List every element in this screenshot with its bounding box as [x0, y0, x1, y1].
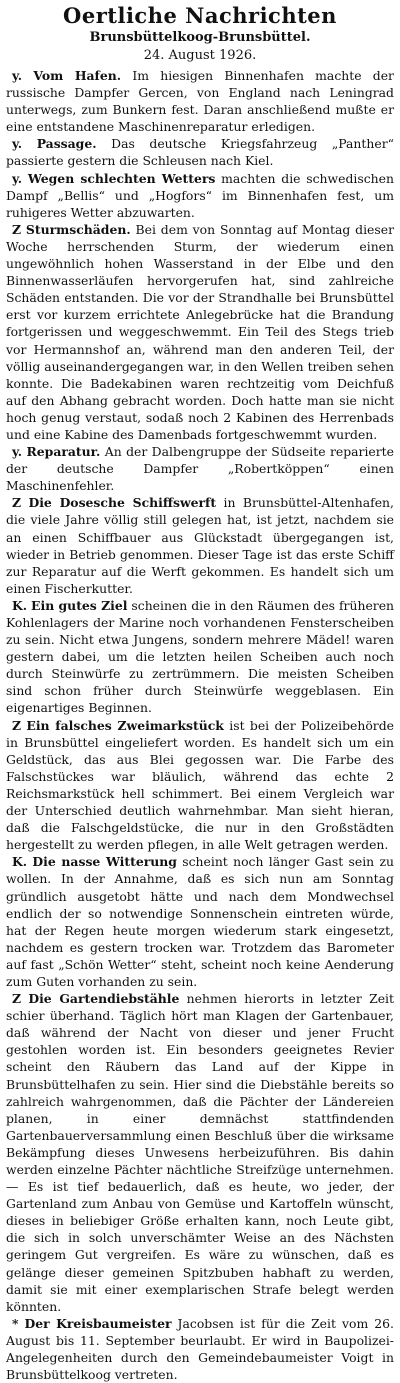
item-headline: Sturmschäden. [25, 221, 131, 237]
column-header [6, 3, 394, 65]
item-marker: K. [12, 854, 28, 870]
item-headline: Vom Hafen. [33, 68, 122, 83]
item-headline: Die nasse Witterung [32, 854, 177, 870]
item-text: nehmen hierorts in letzter Zeit schier überhand. Täglich hört man Klagen der Gartenbauer, daß während der Nacht von dieser und jener Frucht gestohlen worden ist. Ein besonders geeignetes Revier scheint den Räubern das Land auf der Kippe in Brunsbüttelhafen zu sein. Hier sind die Diebstähle bereits so zahlreich wahrgenommen, daß die Pächter der Ländereien planen, in einer demnächst stattfindenden Gartenbauerversammlung einen Beschluß über die wirksame Bekämpfung dieses Unwesens herbeizuführen. Bis dahin werden einzelne Pächter nächtliche Streifzüge unternehmen. — Es ist tief bedauerlich, daß es heute, wo jeder, der Gartenland zum Anbau von Gemüse und Kartoffeln wünscht, dieses in beliebiger Größe erhalten kann, noch Leute gibt, die sich in solch unverschämter Weise an des Nächsten geringem Gut vergreifen. Es wäre zu wünschen, daß es gelänge dieser gemeinen Spitzbuben habhaft zu werden, damit sie mit einer exemplarischen Strafe belegt werden könnten. [6, 991, 394, 1314]
news-item-passage [6, 135, 394, 169]
issue-date: 24. August 1926. [143, 48, 257, 63]
location-subtitle: Brunsbüttelkoog-Brunsbüttel. [89, 30, 311, 45]
news-item-schiffswerft [6, 494, 394, 597]
item-text: Jacobsen ist für die Zeit vom 26. August bis 11. September beurlaubt. Er wird in Baupolizei-Angelegenheiten durch den Gemeindebaumeister Voigt in Brunsbüttelkoog vertreten. [6, 1315, 394, 1383]
item-text: machten die schwedischen Dampf „Bellis“ und „Hogfors“ im Binnenhafen fest, um ruhigeres Wetter abzuwarten. [6, 170, 394, 220]
item-text: scheinen die in den Räumen des früheren Kohlenlagers der Marine noch vorhandenen Fensterscheiben zu sein. Nicht etwa Jungens, sondern mehrere Mädel! waren gestern dabei, um die letzten heilen Scheiben auch noch durch Steinwürfe zu zertrümmern. Die meisten Scheiben sind schon früher durch Steinwürfe weggeblasen. Ein eigenartiges Beginnen. [6, 597, 395, 716]
item-text: in Brunsbüttel-Altenhafen, die viele Jahre völlig still gelegen hat, ist jetzt, nachdem sie an einen Schiffbauer aus Glückstadt übergegangen ist, wieder in Betrieb genommen. Dieser Tage ist das erste Schiff zur Reparatur auf die Werft gekommen. Es handelt sich um einen Fischerkutter. [6, 495, 394, 596]
item-headline: Die Dosesche Schiffswerft [28, 495, 217, 511]
item-marker: * [12, 1315, 19, 1331]
news-item-sturmschaeden [6, 221, 394, 443]
item-marker: y. [12, 444, 23, 460]
item-headline: Wegen schlechten Wetters [27, 170, 216, 186]
item-marker: Z [12, 221, 22, 237]
item-headline: Ein falsches Zweimarkstück [26, 717, 224, 733]
item-marker: Z [12, 717, 22, 733]
item-marker: y. [12, 136, 23, 152]
item-headline: Die Gartendiebstähle [28, 991, 180, 1007]
item-text: Das deutsche Kriegsfahrzeug „Panther“ passierte gestern die Schleusen nach Kiel. [6, 136, 394, 169]
news-item-schlechtes-wetter [6, 170, 394, 221]
item-marker: K. [12, 597, 28, 613]
item-headline: Der Kreisbaumeister [24, 1315, 172, 1331]
news-item-vom-hafen [6, 67, 394, 135]
news-item-zweimarkstueck [6, 717, 394, 854]
news-item-kreisbaumeister [6, 1315, 394, 1383]
item-text: An der Dalbengruppe der Südseite reparierte der deutsche Dampfer „Robertköppen“ einen Maschinenfehler. [6, 444, 394, 494]
item-headline: Ein gutes Ziel [31, 597, 128, 613]
news-item-gutes-ziel [6, 597, 394, 717]
item-marker: y. [12, 68, 23, 83]
item-headline: Reparatur. [26, 444, 101, 460]
news-item-gartendiebstaehle [6, 990, 394, 1315]
item-marker: Z [12, 991, 22, 1007]
item-text: scheint noch länger Gast sein zu wollen. In der Annahme, daß es sich nun am Sonntag gründlich ausgetobt hätte und nach dem Mondwechsel endlich der so notwendige Sonnenschein eintreten würde, hat der Regen heute morgen wiederum stark eingesetzt, nachdem es gestern trocken war. Trotzdem das Barometer auf fast „Schön Wetter“ steht, scheint noch keine Aenderung zum Guten vorhanden zu sein. [6, 854, 394, 989]
item-text: ist bei der Polizeibehörde in Brunsbüttel eingeliefert worden. Es handelt sich um ein Geldstück, das aus Blei gegossen war. Die Farbe des Falschstückes war bläulich, während das echte 2 Reichsmarkstück hell schimmert. Bei einem Vergleich war der Unterschied deutlich wahrnehmbar. Man sieht hieran, daß die Falschgeldstücke, die nur in den Großstädten hergestellt zu werden pflegen, in alle Welt getragen werden. [6, 717, 394, 853]
item-text: Bei dem von Sonntag auf Montag dieser Woche herrschenden Sturm, der wiederum einen ungewöhnlich hohen Wasserstand in der Elbe und den Binnenwasserläufen hervorgerufen hat, sind zahlreiche Schäden entstanden. Die vor der Strandhalle bei Brunsbüttel erst vor kurzem errichtete Anlegebrücke hat die Brandung fortgerissen und weggeschwemmt. Ein Teil des Stegs trieb vor Hermannshof an, während man den anderen Teil, der völlig auseinandergegangen war, in den Wellen treiben sehen konnte. Die Badekabinen waren rechtzeitig vom Deichfuß auf den Abhang gebracht worden. Doch hatte man sie nicht hoch genug verstaut, sodaß noch 2 Kabinen des Herrenbads und eine Kabine des Damenbads fortgeschwemmt wurden. [6, 221, 394, 442]
item-text: Im hiesigen Binnenhafen machte der russische Dampfer Gercen, von England nach Leningrad unterwegs, zum Bunkern fest. Daran anschließend mußte er eine entstandene Maschinenreparatur erledigen. [6, 68, 394, 135]
item-marker: Z [12, 495, 22, 511]
item-headline: Passage. [36, 136, 97, 152]
news-item-witterung [6, 853, 394, 990]
news-items [6, 67, 394, 1383]
page-title: Oertliche Nachrichten [63, 3, 337, 28]
news-item-reparatur [6, 443, 394, 494]
item-marker: y. [12, 170, 23, 186]
